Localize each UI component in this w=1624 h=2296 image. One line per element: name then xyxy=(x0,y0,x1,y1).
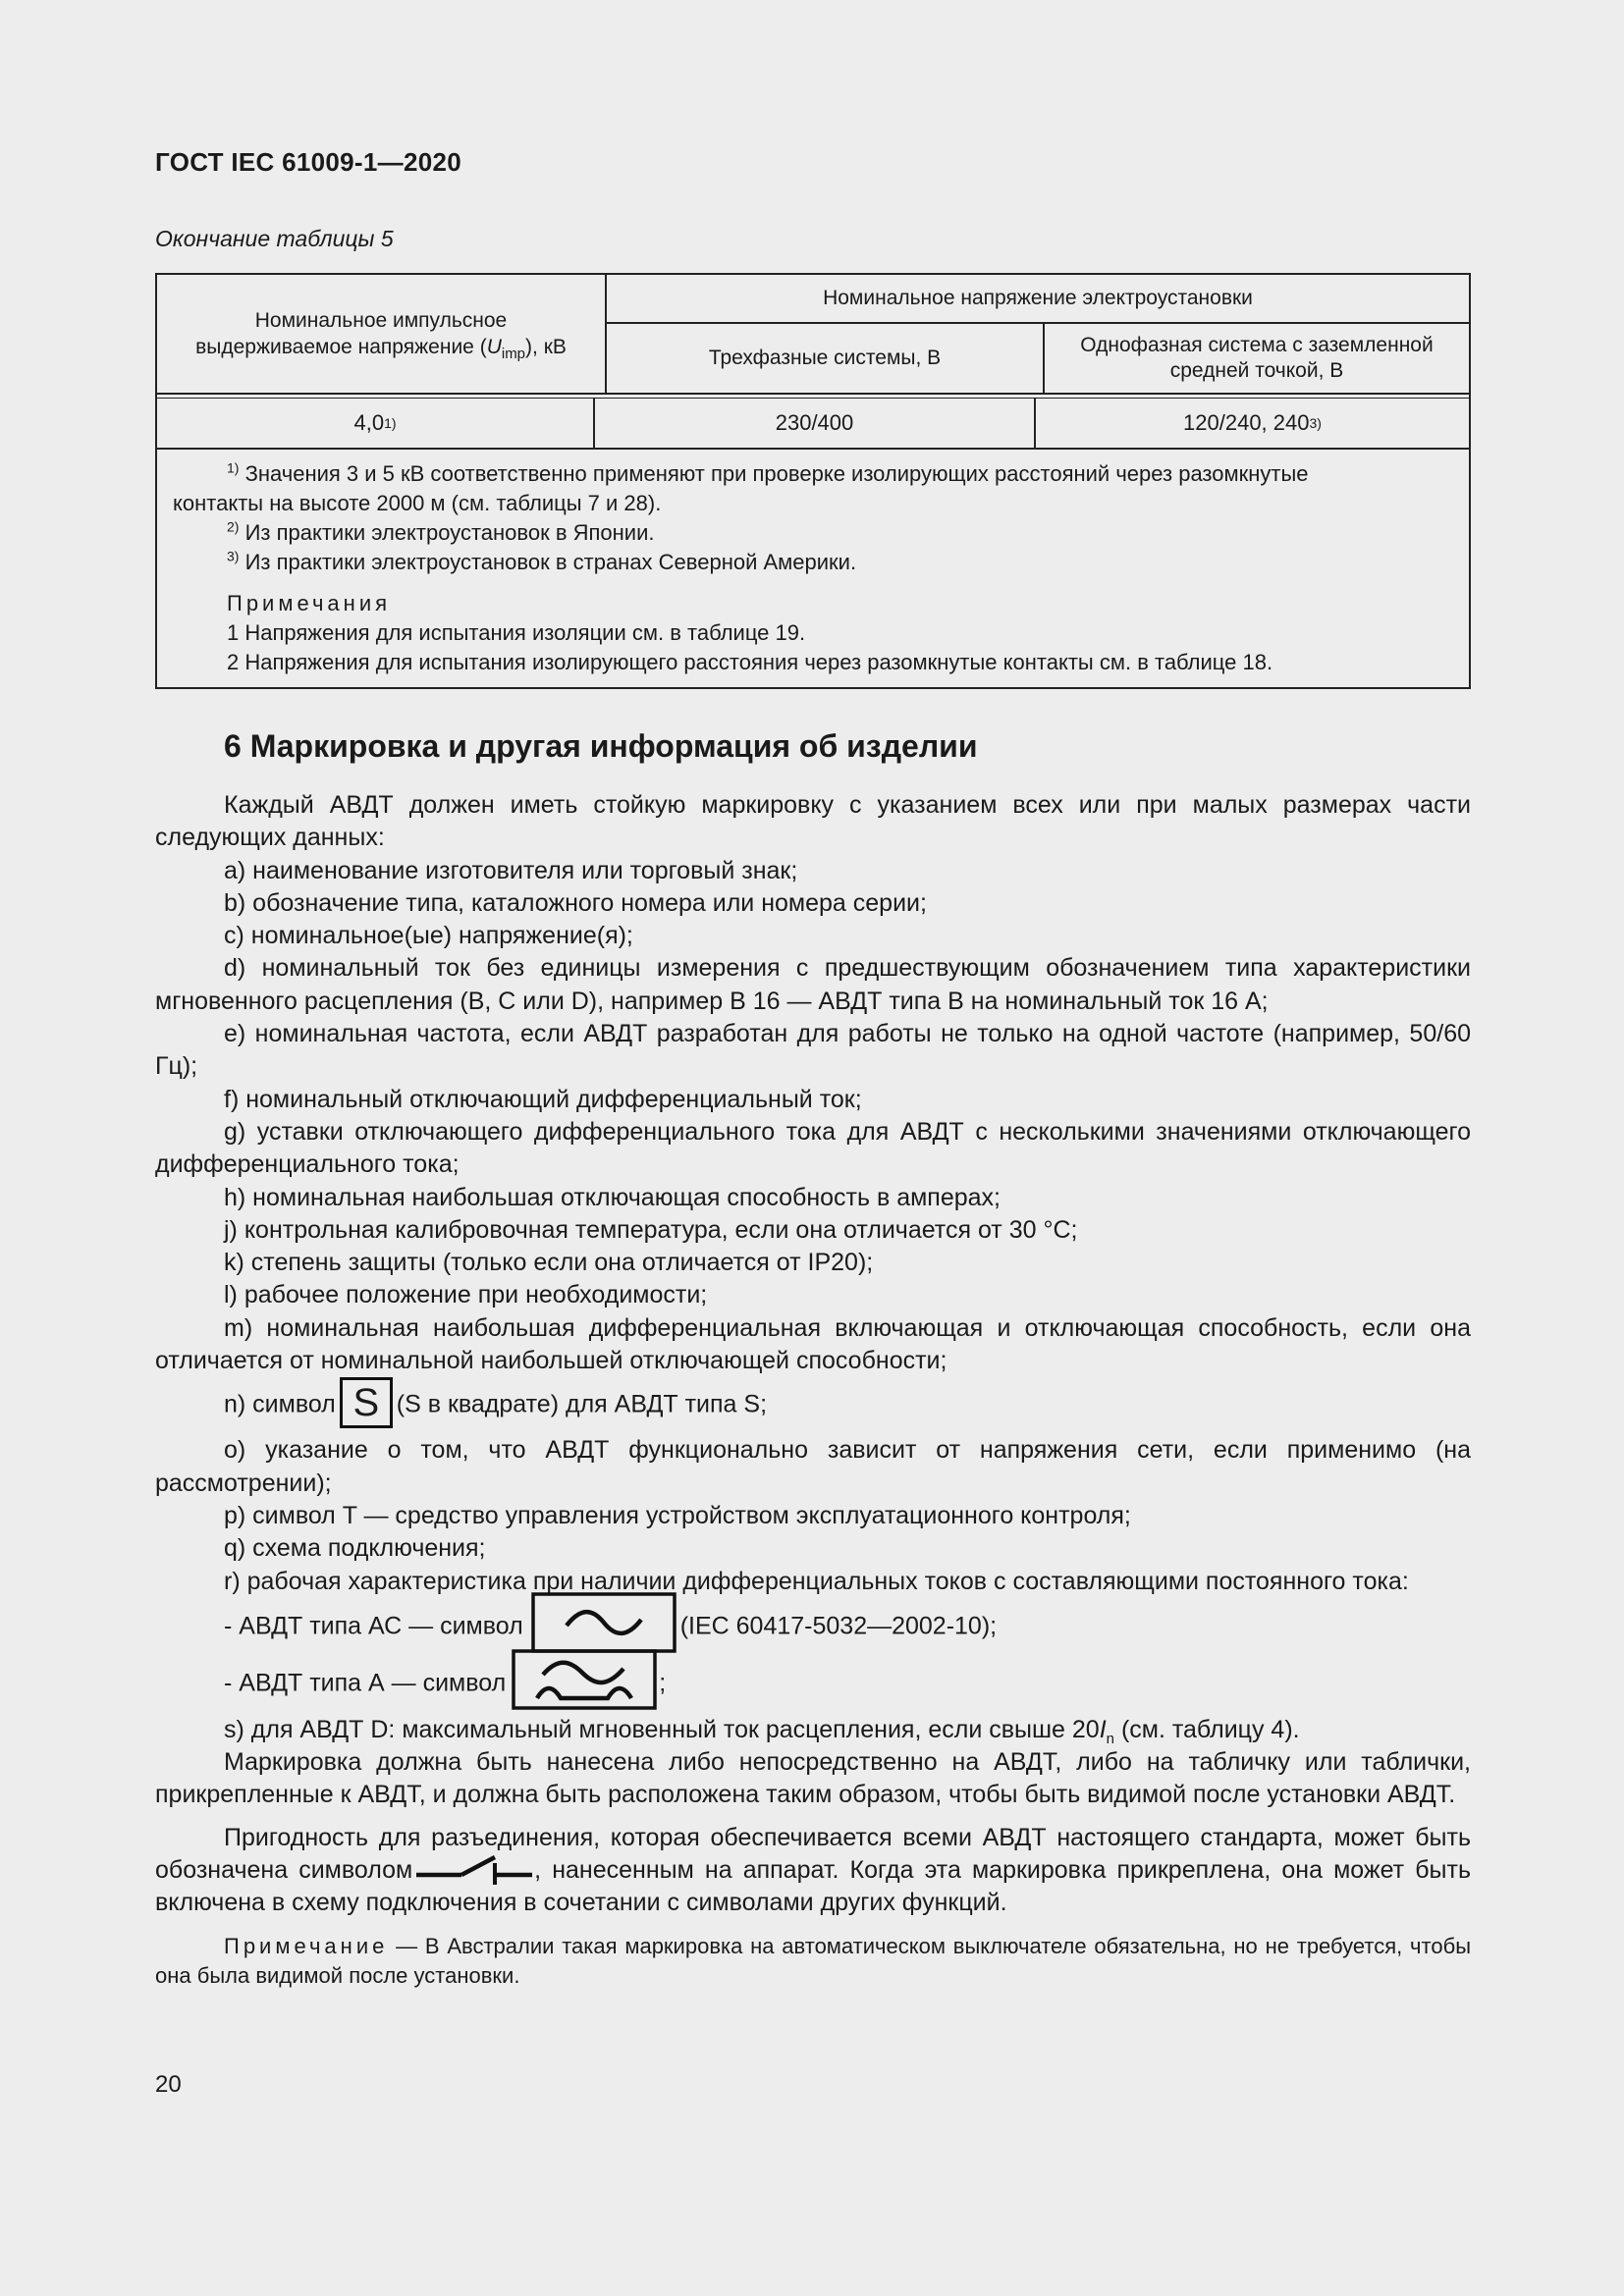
page-number: 20 xyxy=(155,2071,182,2098)
section-title: 6 Маркировка и другая информация об изделии xyxy=(224,728,978,764)
list-item-q: q) схема подключения; xyxy=(224,1534,486,1563)
list-item-l: l) рабочее положение при необходимости; xyxy=(224,1281,708,1309)
list-item-c: c) номинальное(ые) напряжение(я); xyxy=(224,922,633,950)
list-item-j: j) контрольная калибровочная температура, если она отличается от 30 °С; xyxy=(224,1215,1078,1244)
footnote-1-cont: контакты на высоте 2000 м (см. таблицы 7 и 28). xyxy=(173,491,662,515)
list-item-b: b) обозначение типа, каталожного номера или номера серии; xyxy=(224,888,927,917)
list-item-p: p) символ T — средство управления устройством эксплуатационного контроля; xyxy=(224,1501,1131,1529)
note-2: 2 Напряжения для испытания изолирующего расстояния через разомкнутые контакты см. в таблице 18. xyxy=(227,650,1273,674)
header-impulse-voltage: Номинальное импульсное выдерживаемое напряжение $(U_{imp})$, кВ xyxy=(157,275,607,393)
list-item-r-ac: - АВДТ типа АС — символ (IEC 60417-5032—2002-10); xyxy=(155,1602,1471,1653)
header-single-phase: Однофазная система с заземленной средней точкой, В xyxy=(1080,334,1434,382)
table-5 xyxy=(155,273,1471,689)
table-header xyxy=(157,275,1469,395)
footnote-2: $^{2)}$ Из практики электроустановок в Японии. xyxy=(227,518,655,545)
list-item-s: s) для АВДТ D: максимальный мгновенный ток расцепления, если свыше $20I_n$ (см. таблицу 4). xyxy=(224,1715,1300,1747)
list-item-d: d) номинальный ток без единицы измерения с предшествующим обозначением типа характеристики мгновенного расцепления (B, C или D), например В 16 — АВДТ типа B на номинальный ток 16 А; xyxy=(155,954,1471,1015)
footnote-3: $^{3)}$ Из практики электроустановок в странах Северной Америки. xyxy=(227,548,857,574)
cell-three-phase: 230/400 xyxy=(595,399,1036,448)
section-note: Примечание — В Австралии такая маркировка на автоматическом выключателе обязательна, но не требуется, чтобы она была видимой после установки. xyxy=(155,1933,1471,1988)
header-three-phase: Трехфазные системы, В xyxy=(607,324,1045,393)
pulsating-dc-symbol-icon xyxy=(512,1649,657,1710)
document-id: ГОСТ IEC 61009-1—2020 xyxy=(155,147,461,177)
header-installation-voltage: Номинальное напряжение электроустановки xyxy=(607,275,1469,324)
list-item-r: r) рабочая характеристика при наличии дифференциальных токов с составляющими постоянного тока: xyxy=(224,1567,1409,1595)
list-item-m: m) номинальная наибольшая дифференциальная включающая и отключающая способность, если она отличается от номинальной наибольшей отключающей способности; xyxy=(155,1313,1471,1375)
disconnector-symbol-icon xyxy=(416,1851,534,1885)
table-footnotes xyxy=(157,450,1469,687)
s-type-symbol: S xyxy=(340,1377,393,1428)
list-item-a: a) наименование изготовителя или торговый знак; xyxy=(224,856,798,884)
list-item-o: o) указание о том, что АВДТ функционально зависит от напряжения сети, если применимо (на рассмотрении); xyxy=(155,1436,1471,1497)
list-item-g: g) уставки отключающего дифференциального тока для АВДТ с несколькими значениями отключающего дифференциального тока; xyxy=(155,1117,1471,1179)
list-item-k: k) степень защиты (только если она отличается от IP20); xyxy=(224,1249,874,1277)
list-item-n: n) символ S (S в квадрате) для АВДТ типа S; xyxy=(155,1383,1471,1428)
cell-single-phase: 120/240, 240 3) xyxy=(1183,410,1322,435)
list-item-f: f) номинальный отключающий дифференциальный ток; xyxy=(224,1085,862,1113)
note-1: 1 Напряжения для испытания изоляции см. в таблице 19. xyxy=(227,620,806,645)
table-row xyxy=(157,398,1469,450)
list-item-r-a: - АВДТ типа А — символ ; xyxy=(155,1659,1471,1710)
list-item-h: h) номинальная наибольшая отключающая способность в амперах; xyxy=(224,1183,1001,1211)
section-body xyxy=(155,789,1471,1991)
isolation-paragraph: Пригодность для разъединения, которая обеспечивается всеми АВДТ настоящего стандарта, может быть обозначена символом , нанесенным на аппарат. Когда эта маркировка прикреплена, она может быть включена в схему подключения в сочетании с символами других функций. xyxy=(155,1823,1471,1917)
ac-wave-symbol-icon xyxy=(531,1592,677,1653)
marking-paragraph: Маркировка должна быть нанесена либо непосредственно на АВДТ, либо на табличку или таблички, прикрепленные к АВДТ, и должна быть расположена таким образом, чтобы быть видимой после установки АВДТ. xyxy=(155,1748,1471,1809)
footnote-1: $^{1)}$ Значения 3 и 5 кВ соответственно применяют при проверке изолирующих расстояний через разомкнутые xyxy=(227,459,1309,486)
notes-title: Примечания xyxy=(227,591,392,615)
intro-paragraph: Каждый АВДТ должен иметь стойкую маркировку с указанием всех или при малых размерах части следующих данных: xyxy=(155,791,1471,852)
cell-impulse: 4,0 1) xyxy=(157,399,595,448)
table-caption: Окончание таблицы 5 xyxy=(155,226,394,251)
list-item-e: e) номинальная частота, если АВДТ разработан для работы не только на одной частоте (например, 50/60 Гц); xyxy=(155,1020,1471,1081)
